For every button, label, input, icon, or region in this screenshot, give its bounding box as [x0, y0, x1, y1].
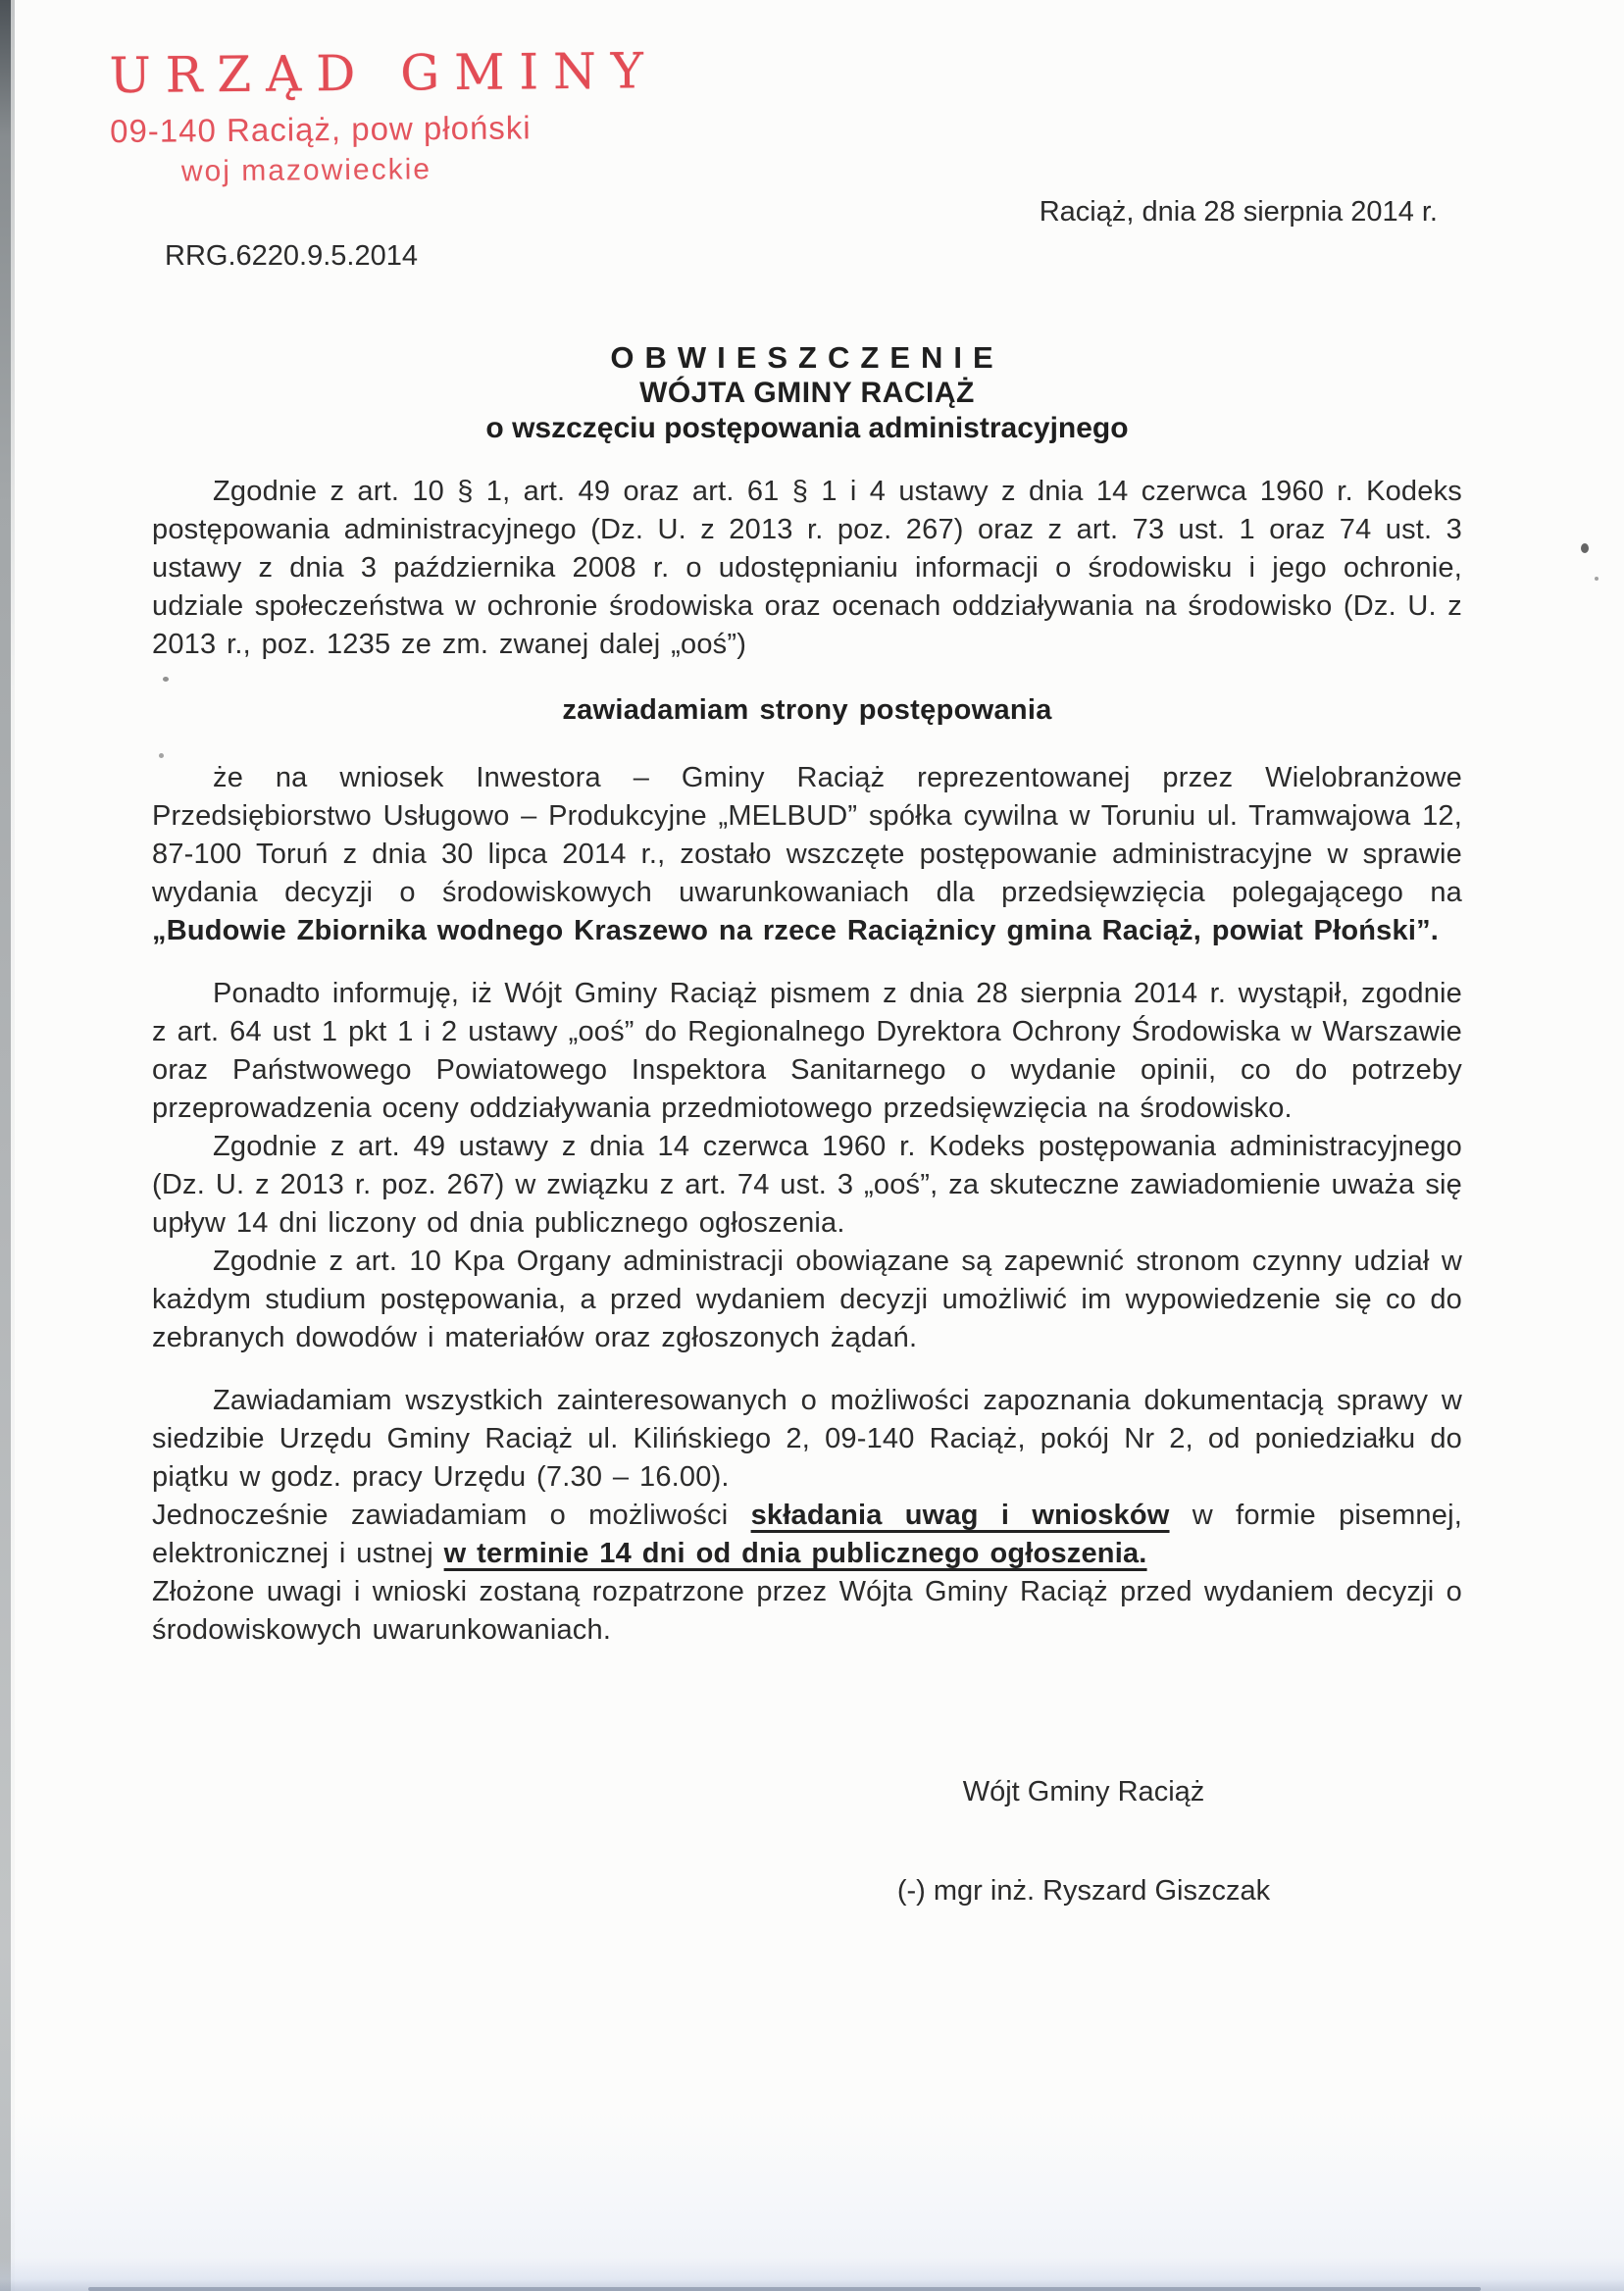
paragraph-proceeding-initiation	[152, 759, 1462, 950]
scan-edge-bottom	[0, 2258, 1624, 2291]
title-line-subject: o wszczęciu postępowania administracyjnego	[485, 412, 1129, 444]
scan-edge-left	[0, 0, 11, 2291]
stamp-voivodeship: woj mazowieckie	[180, 153, 432, 188]
signature-role: Wójt Gminy Raciąż	[962, 1776, 1205, 1807]
reference-number: RRG.6220.9.5.2014	[165, 240, 418, 272]
paragraph-art49-notice: Zgodnie z art. 49 ustawy z dnia 14 czerwca 1960 r. Kodeks postępowania administracyjnego (Dz. U. z 2013 r. poz. 267) w związku z art. 74 ust. 3 „ooś”, za skuteczne zawiadomienie uważa się upływ 14 dni liczony od dnia publicznego ogłoszenia.	[152, 1131, 1462, 1239]
document-title	[152, 339, 1462, 446]
comments-mid: w formie pisemnej, elektronicznej i ustnej	[152, 1500, 1462, 1569]
subheading-notification: zawiadamiam strony postępowania	[562, 694, 1052, 726]
paragraph-comments-consideration: Złożone uwagi i wnioski zostaną rozpatrzone przez Wójta Gminy Raciąż przed wydaniem decyzji o środowiskowych uwarunkowaniach.	[152, 1576, 1462, 1646]
scan-speck	[1581, 543, 1589, 553]
stamp-office-name: URZĄD GMINY	[109, 42, 659, 105]
place-and-date: Raciąż, dnia 28 sierpnia 2014 r.	[1039, 196, 1438, 228]
title-line-authority: WÓJTA GMINY RACIĄŻ	[639, 377, 975, 409]
scan-speck	[1595, 577, 1599, 581]
paragraph-legal-basis: Zgodnie z art. 10 § 1, art. 49 oraz art. 61 § 1 i 4 ustawy z dnia 14 czerwca 1960 r. Kodeks postępowania administracyjnego (Dz. U. z 2013 r. poz. 267) oraz z art. 73 ust. 1 oraz 74 ust. 3 ustawy z dnia 3 października 2008 r. o udostępnianiu informacji o środowisku i jego ochronie, udziale społeczeństwa w ochronie środowiska oraz ocenach oddziaływania na środowisko (Dz. U. z 2013 r., poz. 1235 ze zm. zwanej dalej „ooś”)	[152, 476, 1462, 660]
paragraph-comments-submission	[152, 1497, 1462, 1573]
comments-bold-underline-1: składania uwag i wniosków	[750, 1500, 1170, 1531]
title-line-obwieszczenie: OBWIESZCZENIE	[610, 340, 1004, 375]
paragraph-art10-kpa: Zgodnie z art. 10 Kpa Organy administracji obowiązane są zapewnić stronom czynny udział w każdym studium postępowania, a przed wydaniem decyzji umożliwić im wypowiedzenie się co do zebranych dowodów i materiałów oraz zgłoszonych żądań.	[152, 1246, 1462, 1353]
document-body	[152, 473, 1462, 1650]
office-stamp	[109, 42, 659, 189]
signature-name: (-) mgr inż. Ryszard Giszczak	[896, 1875, 1271, 1907]
paragraph-documentation-access: Zawiadamiam wszystkich zainteresowanych o możliwości zapoznania dokumentacją sprawy w siedzibie Urzędu Gminy Raciąż ul. Kilińskiego 2, 09-140 Raciąż, pokój Nr 2, od poniedziałku do piątku w godz. pracy Urzędu (7.30 – 16.00).	[152, 1385, 1462, 1493]
paragraph-proceeding-normal: że na wniosek Inwestora – Gminy Raciąż reprezentowanej przez Wielobranżowe Przedsiębiorstwo Usługowo – Produkcyjne „MELBUD” spółka cywilna w Toruniu ul. Tramwajowa 12, 87-100 Toruń z dnia 30 lipca 2014 r., zostało wszczęte postępowanie administracyjne w sprawie wydania decyzji o środowiskowych uwarunkowaniach dla przedsięwzięcia polegającego na	[152, 762, 1462, 908]
paragraph-proceeding-project-name: „Budowie Zbiornika wodnego Kraszewo na rzece Raciążnicy gmina Raciąż, powiat Płoński”.	[152, 915, 1440, 946]
signature-block	[888, 1773, 1280, 1910]
comments-pre: Jednocześnie zawiadamiam o możliwości	[152, 1500, 751, 1531]
stamp-address: 09-140 Raciąż, pow płoński	[109, 109, 532, 150]
comments-bold-underline-2: w terminie 14 dni od dnia publicznego ogłoszenia.	[443, 1538, 1147, 1569]
paragraph-opinions-request: Ponadto informuję, iż Wójt Gminy Raciąż pismem z dnia 28 sierpnia 2014 r. wystąpił, zgodnie z art. 64 ust 1 pkt 1 i 2 ustawy „ooś” do Regionalnego Dyrektora Ochrony Środowiska w Warszawie oraz Państwowego Powiatowego Inspektora Sanitarnego o wydanie opinii, co do potrzeby przeprowadzenia oceny oddziaływania przedmiotowego przedsięwzięcia na środowisko.	[152, 978, 1462, 1124]
